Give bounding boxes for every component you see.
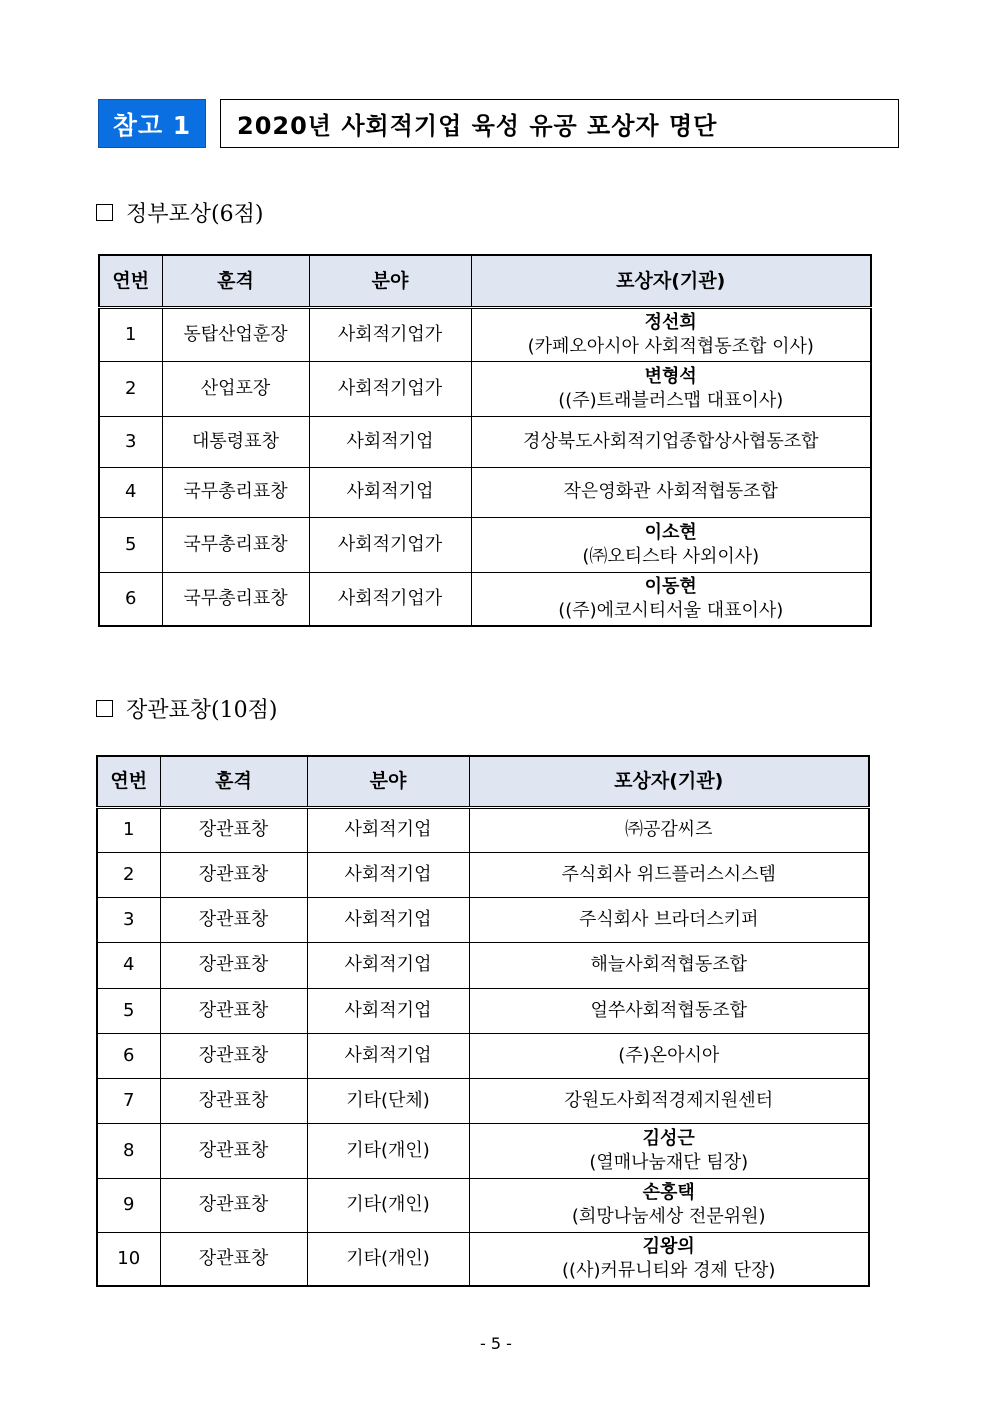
row-number: 6 bbox=[97, 1033, 160, 1078]
award-rank: 장관표창 bbox=[160, 1033, 307, 1078]
awardee-cell bbox=[471, 467, 871, 517]
awardee-organization: 얼쑤사회적협동조합 bbox=[590, 999, 747, 1021]
awardee-name: 이동현 bbox=[644, 575, 697, 597]
awardee-cell bbox=[469, 807, 869, 852]
government-awards-table bbox=[98, 254, 872, 627]
award-rank: 동탑산업훈장 bbox=[162, 307, 309, 361]
award-rank: 장관표창 bbox=[160, 988, 307, 1033]
reference-badge: 참고 1 bbox=[98, 99, 206, 148]
row-number: 4 bbox=[97, 942, 160, 988]
awardee-organization: 주식회사 브라더스키퍼 bbox=[578, 908, 759, 930]
award-field: 사회적기업가 bbox=[309, 517, 471, 572]
row-number: 3 bbox=[99, 416, 162, 467]
row-number: 8 bbox=[97, 1123, 160, 1178]
row-number: 1 bbox=[97, 807, 160, 852]
table-row bbox=[99, 361, 871, 416]
awardee-cell bbox=[469, 852, 869, 897]
row-number: 9 bbox=[97, 1178, 160, 1232]
award-rank: 대통령표창 bbox=[162, 416, 309, 467]
award-field: 사회적기업 bbox=[309, 467, 471, 517]
award-rank: 국무총리표창 bbox=[162, 467, 309, 517]
award-field: 기타(단체) bbox=[307, 1078, 469, 1123]
awardee-organization: (희망나눔세상 전문위원) bbox=[571, 1206, 766, 1227]
awardee-organization: 주식회사 위드플러스시스템 bbox=[561, 863, 776, 885]
award-field: 사회적기업 bbox=[307, 897, 469, 942]
table-row bbox=[99, 416, 871, 467]
section-title: 장관표창(10점) bbox=[126, 698, 278, 723]
award-field: 사회적기업 bbox=[307, 852, 469, 897]
table-row bbox=[97, 1033, 869, 1078]
awardee-name: 정선희 bbox=[644, 311, 697, 333]
awardee-organization: 작은영화관 사회적협동조합 bbox=[563, 481, 778, 502]
awardee-name: 김성근 bbox=[642, 1127, 695, 1149]
column-header-rank: 훈격 bbox=[162, 255, 309, 307]
table-row bbox=[99, 307, 871, 361]
row-number: 5 bbox=[99, 517, 162, 572]
table-row bbox=[97, 897, 869, 942]
checkbox-icon bbox=[96, 204, 113, 221]
awardee-cell bbox=[469, 1123, 869, 1178]
award-rank: 장관표창 bbox=[160, 897, 307, 942]
awardee-cell bbox=[469, 1178, 869, 1232]
column-header-field: 분야 bbox=[307, 756, 469, 807]
table-row bbox=[99, 467, 871, 517]
award-rank: 장관표창 bbox=[160, 942, 307, 988]
award-field: 사회적기업 bbox=[307, 942, 469, 988]
table-row bbox=[97, 852, 869, 897]
row-number: 7 bbox=[97, 1078, 160, 1123]
awardee-organization: ㈜공감씨즈 bbox=[624, 819, 713, 840]
award-rank: 산업포장 bbox=[162, 361, 309, 416]
award-rank: 장관표창 bbox=[160, 807, 307, 852]
page-number: - 5 - bbox=[480, 1334, 512, 1353]
awardee-cell bbox=[469, 1078, 869, 1123]
table-row bbox=[97, 988, 869, 1033]
row-number: 6 bbox=[99, 572, 162, 626]
awardee-organization: ((사)커뮤니티와 경제 단장) bbox=[562, 1259, 776, 1281]
section-heading-government bbox=[96, 197, 263, 228]
awardee-cell bbox=[471, 416, 871, 467]
award-field: 사회적기업가 bbox=[309, 307, 471, 361]
minister-awards-table bbox=[96, 755, 870, 1287]
awardee-name: 손홍택 bbox=[642, 1182, 695, 1203]
column-header-rank: 훈격 bbox=[160, 756, 307, 807]
award-field: 사회적기업 bbox=[307, 1033, 469, 1078]
column-header-no: 연번 bbox=[99, 255, 162, 307]
award-rank: 장관표창 bbox=[160, 1123, 307, 1178]
awardee-cell bbox=[469, 897, 869, 942]
table-row bbox=[97, 807, 869, 852]
award-field: 사회적기업가 bbox=[309, 572, 471, 626]
awardee-name: 이소현 bbox=[644, 521, 697, 543]
awardee-organization: (카페오아시아 사회적협동조합 이사) bbox=[527, 335, 814, 357]
award-field: 사회적기업 bbox=[307, 988, 469, 1033]
awardee-organization: (㈜오티스타 사외이사) bbox=[582, 545, 760, 567]
table-row bbox=[97, 1232, 869, 1286]
column-header-awardee: 포상자(기관) bbox=[471, 255, 871, 307]
awardee-organization: ((주)에코시티서울 대표이사) bbox=[558, 599, 784, 621]
column-header-no: 연번 bbox=[97, 756, 160, 807]
table-body bbox=[99, 307, 871, 626]
table-body bbox=[97, 807, 869, 1286]
award-rank: 국무총리표창 bbox=[162, 517, 309, 572]
awardee-organization: 해늘사회적협동조합 bbox=[590, 954, 747, 975]
award-field: 기타(개인) bbox=[307, 1178, 469, 1232]
awardee-organization: (열매나눔재단 팀장) bbox=[589, 1151, 749, 1173]
row-number: 4 bbox=[99, 467, 162, 517]
award-rank: 장관표창 bbox=[160, 852, 307, 897]
awardee-cell bbox=[469, 1033, 869, 1078]
awardee-cell bbox=[471, 572, 871, 626]
award-field: 사회적기업 bbox=[309, 416, 471, 467]
awardee-cell bbox=[471, 307, 871, 361]
award-rank: 장관표창 bbox=[160, 1232, 307, 1286]
awardee-cell bbox=[469, 942, 869, 988]
row-number: 1 bbox=[99, 307, 162, 361]
awardee-cell bbox=[469, 1232, 869, 1286]
award-field: 기타(개인) bbox=[307, 1123, 469, 1178]
section-heading-minister bbox=[96, 693, 277, 724]
table-row bbox=[97, 942, 869, 988]
awardee-cell bbox=[471, 361, 871, 416]
awardee-organization: 경상북도사회적기업종합상사협동조합 bbox=[522, 430, 819, 452]
table-row bbox=[99, 517, 871, 572]
awardee-organization: ((주)트래블러스맵 대표이사) bbox=[558, 389, 784, 411]
award-rank: 장관표창 bbox=[160, 1078, 307, 1123]
table-row bbox=[97, 1123, 869, 1178]
awardee-cell bbox=[471, 517, 871, 572]
table-row bbox=[97, 1078, 869, 1123]
awardee-cell bbox=[469, 988, 869, 1033]
awardee-name: 변형석 bbox=[644, 365, 697, 387]
row-number: 10 bbox=[97, 1232, 160, 1286]
column-header-awardee: 포상자(기관) bbox=[469, 756, 869, 807]
table-row bbox=[97, 1178, 869, 1232]
awardee-organization: (주)온아시아 bbox=[618, 1044, 720, 1066]
row-number: 3 bbox=[97, 897, 160, 942]
award-rank: 장관표창 bbox=[160, 1178, 307, 1232]
award-field: 사회적기업 bbox=[307, 807, 469, 852]
row-number: 5 bbox=[97, 988, 160, 1033]
table-row bbox=[99, 572, 871, 626]
row-number: 2 bbox=[99, 361, 162, 416]
awardee-organization: 강원도사회적경제지원센터 bbox=[564, 1089, 774, 1111]
column-header-field: 분야 bbox=[309, 255, 471, 307]
award-rank: 국무총리표창 bbox=[162, 572, 309, 626]
award-field: 사회적기업가 bbox=[309, 361, 471, 416]
document-title: 2020년 사회적기업 육성 유공 포상자 명단 bbox=[220, 99, 899, 148]
awardee-name: 김왕의 bbox=[642, 1235, 695, 1257]
section-title: 정부포상(6점) bbox=[126, 202, 264, 227]
award-field: 기타(개인) bbox=[307, 1232, 469, 1286]
row-number: 2 bbox=[97, 852, 160, 897]
checkbox-icon bbox=[96, 700, 113, 717]
